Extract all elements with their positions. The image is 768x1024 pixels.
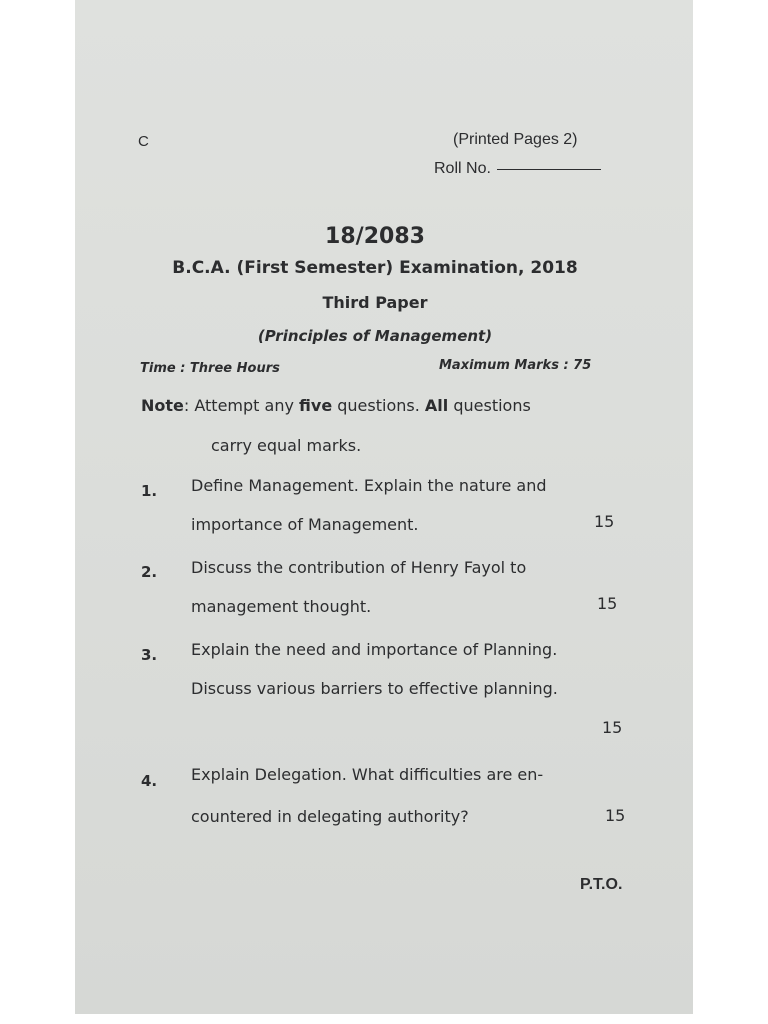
subject-title: (Principles of Management) — [257, 327, 493, 345]
note-text: questions. — [332, 396, 425, 415]
question-text: Explain Delegation. What difficulties are en- — [191, 765, 544, 784]
printed-pages: (Printed Pages 2) — [453, 131, 578, 148]
note-line-1 — [141, 396, 531, 415]
question-text: Discuss various barriers to effective planning. — [191, 679, 558, 698]
exam-title: B.C.A. (First Semester) Examination, 2018 — [172, 258, 578, 278]
question-text: management thought. — [191, 597, 372, 616]
note-label: Note — [141, 396, 184, 415]
question-marks: 15 — [594, 512, 615, 531]
exam-paper — [75, 0, 693, 1014]
question-number: 3. — [141, 646, 158, 664]
roll-no-label: Roll No. — [434, 160, 491, 177]
question-text: Discuss the contribution of Henry Fayol to — [191, 558, 527, 577]
question-marks: 15 — [597, 594, 618, 613]
question-text: countered in delegating authority? — [191, 807, 469, 826]
question-text: Explain the need and importance of Planning. — [191, 640, 558, 659]
maximum-marks: Maximum Marks : 75 — [439, 358, 592, 373]
question-number: 1. — [141, 482, 158, 500]
please-turn-over: P.T.O. — [580, 876, 623, 893]
question-text: importance of Management. — [191, 515, 419, 534]
time-allowed: Time : Three Hours — [140, 361, 280, 376]
question-number: 2. — [141, 563, 158, 581]
note-emphasis: five — [299, 396, 333, 415]
question-marks: 15 — [602, 718, 623, 737]
note-text: questions — [448, 396, 531, 415]
paper-code: 18/2083 — [325, 224, 425, 249]
note-text: : Attempt any — [183, 396, 300, 415]
roll-no — [434, 160, 601, 178]
question-text: Define Management. Explain the nature and — [191, 476, 547, 495]
question-number: 4. — [141, 772, 158, 790]
question-marks: 15 — [605, 806, 626, 825]
note-emphasis: All — [424, 396, 449, 415]
roll-no-blank — [497, 169, 601, 170]
series-code: C — [138, 133, 149, 150]
paper-number: Third Paper — [322, 293, 428, 312]
note-line-2: carry equal marks. — [211, 436, 362, 455]
